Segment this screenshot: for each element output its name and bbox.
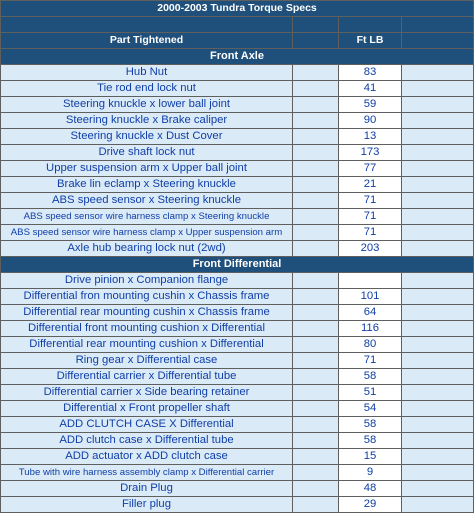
- table-row: [1, 497, 474, 513]
- torque-value-cell: 90: [339, 113, 402, 129]
- spacer-cell: [293, 321, 339, 337]
- spacer-cell: [402, 65, 474, 81]
- table-row: [1, 145, 474, 161]
- table-row: [1, 289, 474, 305]
- torque-value-cell: 9: [339, 465, 402, 481]
- spacer-cell: [402, 161, 474, 177]
- part-cell: ABS speed sensor x Steering knuckle: [1, 193, 293, 209]
- part-cell: ADD clutch case x Differential tube: [1, 433, 293, 449]
- torque-value-cell: 77: [339, 161, 402, 177]
- spacer-cell: [402, 417, 474, 433]
- header-gap: [293, 33, 339, 49]
- header-gap: [402, 33, 474, 49]
- spacer-cell: [293, 241, 339, 257]
- spacer-cell: [402, 209, 474, 225]
- spacer-cell: [293, 81, 339, 97]
- table-row: [1, 273, 474, 289]
- spacer-cell: [402, 129, 474, 145]
- torque-value-cell: 173: [339, 145, 402, 161]
- spacer-cell: [293, 353, 339, 369]
- section-title: Front Axle: [1, 49, 474, 65]
- torque-value-cell: [339, 273, 402, 289]
- torque-value-cell: 101: [339, 289, 402, 305]
- table-row: [1, 113, 474, 129]
- part-cell: Differential fron mounting cushin x Chassis frame: [1, 289, 293, 305]
- torque-value-cell: 116: [339, 321, 402, 337]
- spacer-cell: [293, 129, 339, 145]
- table-row: [1, 449, 474, 465]
- torque-value-cell: 13: [339, 129, 402, 145]
- spacer-cell: [293, 161, 339, 177]
- spacer-cell: [402, 305, 474, 321]
- part-cell: ADD CLUTCH CASE X Differential: [1, 417, 293, 433]
- part-cell: Differential rear mounting cushion x Differential: [1, 337, 293, 353]
- part-cell: Drain Plug: [1, 481, 293, 497]
- table-row: [1, 385, 474, 401]
- table-row: [1, 193, 474, 209]
- spacer-cell: [293, 465, 339, 481]
- spacer-cell: [293, 417, 339, 433]
- spacer-cell: [293, 481, 339, 497]
- spacer-cell: [402, 241, 474, 257]
- part-cell: ABS speed sensor wire harness clamp x Upper suspension arm: [1, 225, 293, 241]
- spacer-cell: [402, 369, 474, 385]
- table-row: [1, 417, 474, 433]
- table-row: [1, 433, 474, 449]
- table-row: [1, 129, 474, 145]
- torque-value-cell: 80: [339, 337, 402, 353]
- part-cell: Drive pinion x Companion flange: [1, 273, 293, 289]
- part-cell: Differential carrier x Differential tube: [1, 369, 293, 385]
- part-cell: Differential front mounting cushion x Differential: [1, 321, 293, 337]
- torque-value-cell: 58: [339, 417, 402, 433]
- part-cell: Filler plug: [1, 497, 293, 513]
- table-row: [1, 401, 474, 417]
- spacer-cell: [293, 401, 339, 417]
- part-cell: Steering knuckle x lower ball joint: [1, 97, 293, 113]
- torque-value-cell: 64: [339, 305, 402, 321]
- table-row: [1, 481, 474, 497]
- part-cell: Differential rear mounting cushin x Chassis frame: [1, 305, 293, 321]
- table-row: [1, 337, 474, 353]
- spacer-cell: [402, 225, 474, 241]
- spacer-cell: [293, 145, 339, 161]
- torque-value-cell: 48: [339, 481, 402, 497]
- torque-value-cell: 71: [339, 193, 402, 209]
- part-cell: ADD actuator x ADD clutch case: [1, 449, 293, 465]
- table-row: [1, 225, 474, 241]
- spacer-cell: [402, 321, 474, 337]
- blank-row: [1, 17, 474, 33]
- spacer-cell: [402, 193, 474, 209]
- part-cell: Steering knuckle x Dust Cover: [1, 129, 293, 145]
- spacer-cell: [402, 113, 474, 129]
- torque-value-cell: 21: [339, 177, 402, 193]
- torque-value-cell: 15: [339, 449, 402, 465]
- spacer-cell: [402, 289, 474, 305]
- spacer-cell: [402, 449, 474, 465]
- spacer-cell: [293, 209, 339, 225]
- part-cell: Steering knuckle x Brake caliper: [1, 113, 293, 129]
- torque-value-cell: 71: [339, 353, 402, 369]
- spacer-cell: [402, 497, 474, 513]
- header-value: Ft LB: [339, 33, 402, 49]
- part-cell: Drive shaft lock nut: [1, 145, 293, 161]
- spacer-cell: [402, 177, 474, 193]
- spacer-cell: [402, 401, 474, 417]
- table-row: [1, 177, 474, 193]
- torque-value-cell: 59: [339, 97, 402, 113]
- section-header-row: [1, 49, 474, 65]
- spacer-cell: [293, 337, 339, 353]
- part-cell: Tube with wire harness assembly clamp x Differential carrier: [1, 465, 293, 481]
- torque-value-cell: 41: [339, 81, 402, 97]
- spacer-cell: [293, 289, 339, 305]
- blank-cell: [293, 17, 339, 33]
- spacer-cell: [293, 369, 339, 385]
- spacer-cell: [293, 273, 339, 289]
- spacer-cell: [402, 273, 474, 289]
- spacer-cell: [293, 305, 339, 321]
- table-row: [1, 369, 474, 385]
- part-cell: Axle hub bearing lock nut (2wd): [1, 241, 293, 257]
- spacer-cell: [293, 433, 339, 449]
- table-row: [1, 65, 474, 81]
- spacer-cell: [293, 225, 339, 241]
- torque-value-cell: 203: [339, 241, 402, 257]
- torque-value-cell: 58: [339, 433, 402, 449]
- spacer-cell: [293, 97, 339, 113]
- table-row: [1, 97, 474, 113]
- spacer-cell: [402, 97, 474, 113]
- part-cell: Tie rod end lock nut: [1, 81, 293, 97]
- table-row: [1, 305, 474, 321]
- table-title: 2000-2003 Tundra Torque Specs: [1, 1, 474, 17]
- section-title: Front Differential: [1, 257, 474, 273]
- spacer-cell: [402, 81, 474, 97]
- table-row: [1, 161, 474, 177]
- table-body: [1, 1, 474, 513]
- torque-value-cell: 71: [339, 225, 402, 241]
- torque-value-cell: 51: [339, 385, 402, 401]
- part-cell: Differential carrier x Side bearing retainer: [1, 385, 293, 401]
- table-row: [1, 465, 474, 481]
- part-cell: Brake lin eclamp x Steering knuckle: [1, 177, 293, 193]
- spacer-cell: [293, 497, 339, 513]
- torque-value-cell: 83: [339, 65, 402, 81]
- spacer-cell: [293, 177, 339, 193]
- spacer-cell: [293, 449, 339, 465]
- part-cell: Hub Nut: [1, 65, 293, 81]
- part-cell: Ring gear x Differential case: [1, 353, 293, 369]
- spacer-cell: [402, 465, 474, 481]
- table-row: [1, 353, 474, 369]
- spacer-cell: [293, 385, 339, 401]
- header-part: Part Tightened: [1, 33, 293, 49]
- torque-value-cell: 54: [339, 401, 402, 417]
- torque-value-cell: 71: [339, 209, 402, 225]
- table-row: [1, 241, 474, 257]
- part-cell: Differential x Front propeller shaft: [1, 401, 293, 417]
- part-cell: ABS speed sensor wire harness clamp x Steering knuckle: [1, 209, 293, 225]
- table-row: [1, 321, 474, 337]
- section-header-row: [1, 257, 474, 273]
- spacer-cell: [402, 385, 474, 401]
- spacer-cell: [402, 353, 474, 369]
- spacer-cell: [293, 193, 339, 209]
- spacer-cell: [402, 433, 474, 449]
- blank-cell: [402, 17, 474, 33]
- blank-cell: [1, 17, 293, 33]
- spacer-cell: [402, 145, 474, 161]
- spacer-cell: [293, 113, 339, 129]
- torque-value-cell: 29: [339, 497, 402, 513]
- torque-value-cell: 58: [339, 369, 402, 385]
- header-row: [1, 33, 474, 49]
- table-row: [1, 81, 474, 97]
- spacer-cell: [402, 337, 474, 353]
- title-row: [1, 1, 474, 17]
- blank-cell: [339, 17, 402, 33]
- spacer-cell: [402, 481, 474, 497]
- table-row: [1, 209, 474, 225]
- part-cell: Upper suspension arm x Upper ball joint: [1, 161, 293, 177]
- spacer-cell: [293, 65, 339, 81]
